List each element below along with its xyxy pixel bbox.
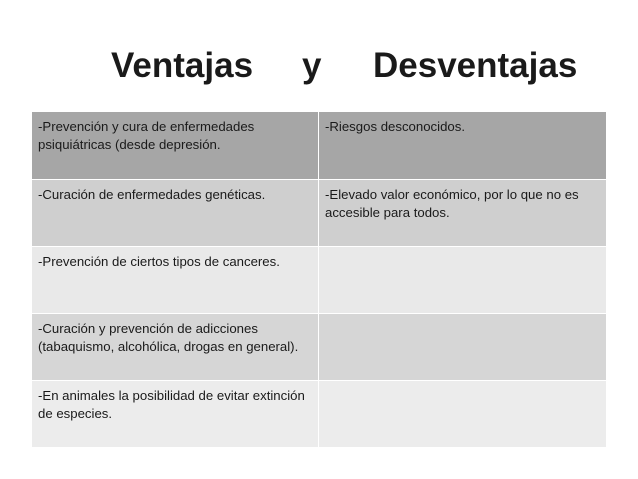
desventaja-cell: -Riesgos desconocidos. (319, 112, 607, 180)
ventaja-cell: -Curación y prevención de adicciones (tabaquismo, alcohólica, drogas en general). (32, 314, 319, 381)
title-word-ventajas: Ventajas (111, 46, 254, 85)
table-row (32, 180, 607, 247)
ventaja-cell: -Prevención y cura de enfermedades psiquiátricas (desde depresión. (32, 112, 319, 180)
ventaja-cell: -En animales la posibilidad de evitar extinción de especies. (32, 381, 319, 448)
table-row (32, 314, 607, 381)
title-word-desventajas: Desventajas (373, 46, 578, 85)
title-word-y: y (302, 46, 322, 85)
table-row (32, 247, 607, 314)
desventaja-cell (319, 314, 607, 381)
desventaja-cell (319, 247, 607, 314)
table-row (32, 381, 607, 448)
table-row (32, 112, 607, 180)
ventaja-cell: -Prevención de ciertos tipos de canceres. (32, 247, 319, 314)
comparison-table (31, 111, 607, 448)
desventaja-cell (319, 381, 607, 448)
slide-title (0, 44, 638, 88)
ventaja-cell: -Curación de enfermedades genéticas. (32, 180, 319, 247)
desventaja-cell: -Elevado valor económico, por lo que no es accesible para todos. (319, 180, 607, 247)
